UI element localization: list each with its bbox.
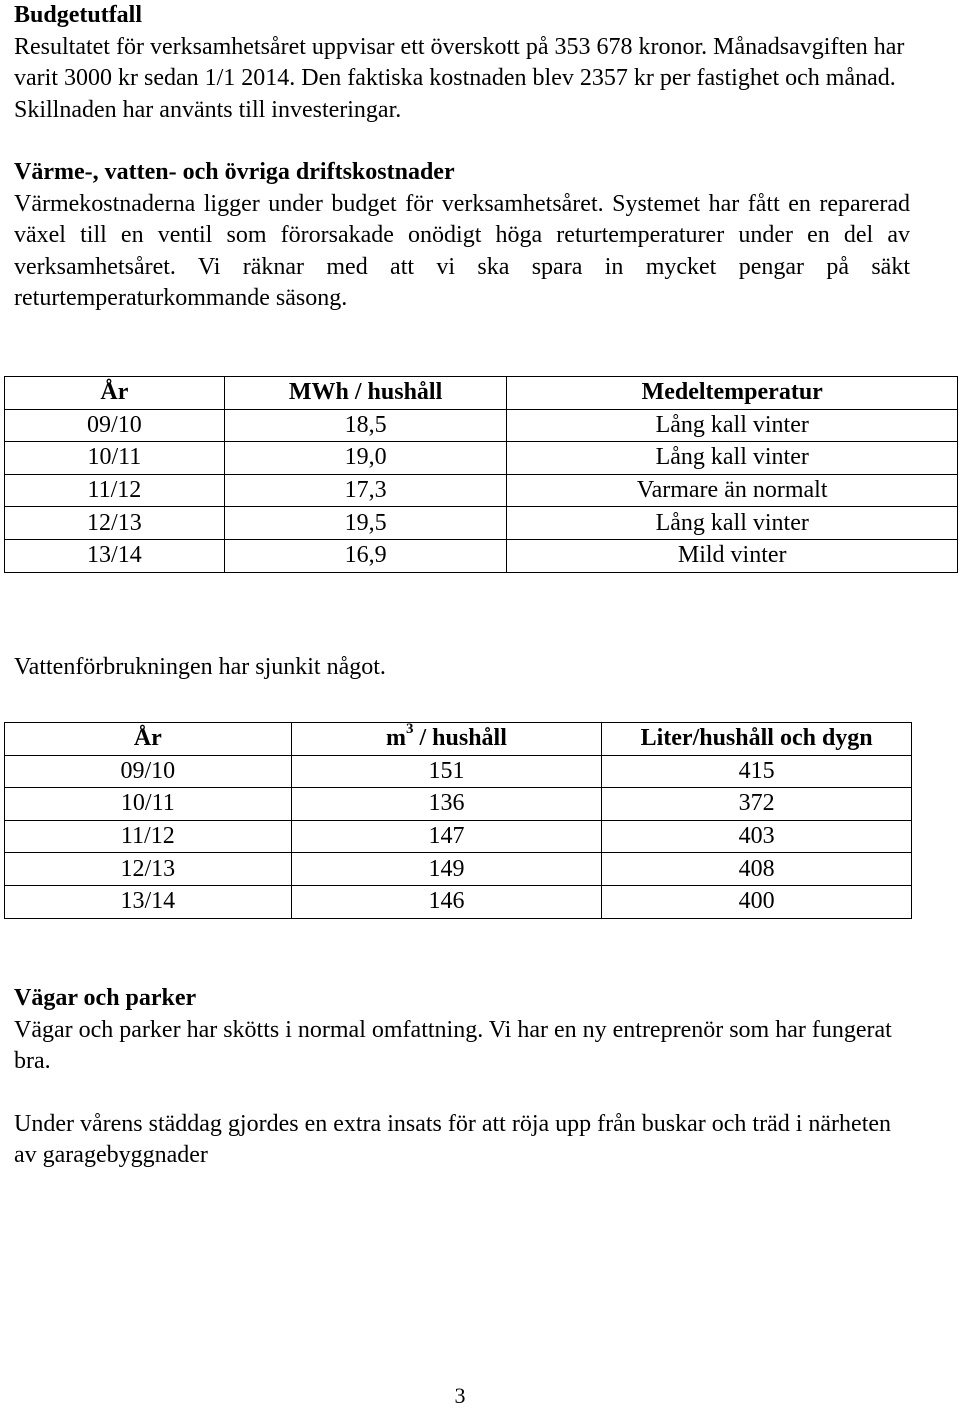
table-cell: 400 bbox=[602, 885, 912, 918]
table-cell: 149 bbox=[291, 853, 602, 886]
table-cell: Lång kall vinter bbox=[507, 442, 958, 475]
roads-section bbox=[14, 983, 910, 1172]
table-header-row bbox=[5, 377, 958, 410]
unit-exponent: 3 bbox=[405, 721, 414, 738]
table-cell: 19,5 bbox=[224, 507, 507, 540]
table-cell: 146 bbox=[291, 885, 602, 918]
heat-consumption-table bbox=[4, 376, 958, 573]
table-cell: 408 bbox=[602, 853, 912, 886]
roads-heading: Vägar och parker bbox=[14, 985, 197, 1011]
table-cell: Varmare än normalt bbox=[507, 474, 958, 507]
column-header-cubic-meters bbox=[291, 723, 602, 756]
table-row bbox=[5, 755, 912, 788]
page-number: 3 bbox=[454, 1383, 466, 1408]
table-row bbox=[5, 507, 958, 540]
table-row bbox=[5, 885, 912, 918]
table-row bbox=[5, 474, 958, 507]
water-intro-text: Vattenförbrukningen har sjunkit något. bbox=[14, 654, 386, 680]
table-row bbox=[5, 853, 912, 886]
heating-heading: Värme-, vatten- och övriga driftskostnader bbox=[14, 159, 455, 185]
budget-heading: Budgetutfall bbox=[14, 2, 143, 28]
table-cell: 13/14 bbox=[5, 539, 225, 572]
table-row bbox=[5, 442, 958, 475]
column-header-mwh: MWh / hushåll bbox=[224, 377, 507, 410]
table-row bbox=[5, 788, 912, 821]
table-cell: 10/11 bbox=[5, 442, 225, 475]
column-header-year: År bbox=[5, 723, 292, 756]
unit-text: m bbox=[385, 725, 406, 752]
table-cell: 151 bbox=[291, 755, 602, 788]
table-cell: 136 bbox=[291, 788, 602, 821]
table-cell: Lång kall vinter bbox=[507, 409, 958, 442]
budget-paragraph: Resultatet för verksamhetsåret uppvisar ett överskott på 353 678 kronor. Månadsavgiften har varit 3000 kr sedan 1/1 2014. Den faktiska kostnaden blev 2357 kr per fastighet och månad. Skillnaden har använts till investeringar. bbox=[14, 33, 905, 123]
table-cell: 372 bbox=[602, 788, 912, 821]
table-cell: 09/10 bbox=[5, 755, 292, 788]
column-header-mean-temperature: Medeltemperatur bbox=[507, 377, 958, 410]
table-cell: 415 bbox=[602, 755, 912, 788]
water-consumption-table bbox=[4, 722, 912, 919]
cleanup-paragraph: Under vårens städdag gjordes en extra insats för att röja upp från buskar och träd i närheten av garagebyggnader bbox=[14, 1110, 892, 1168]
table-cell: 09/10 bbox=[5, 409, 225, 442]
table-cell: Lång kall vinter bbox=[507, 507, 958, 540]
document-body bbox=[14, 0, 910, 315]
table-header-row bbox=[5, 723, 912, 756]
table-cell: 19,0 bbox=[224, 442, 507, 475]
table-row bbox=[5, 820, 912, 853]
table-row bbox=[5, 409, 958, 442]
table-cell: Mild vinter bbox=[507, 539, 958, 572]
roads-paragraph: Vägar och parker har skötts i normal omfattning. Vi har en ny entreprenör som har fungerat bra. bbox=[14, 1016, 892, 1074]
table-row bbox=[5, 539, 958, 572]
table-cell: 11/12 bbox=[5, 474, 225, 507]
column-header-year: År bbox=[5, 377, 225, 410]
table-cell: 12/13 bbox=[5, 507, 225, 540]
table-cell: 147 bbox=[291, 820, 602, 853]
table-cell: 13/14 bbox=[5, 885, 292, 918]
table-cell: 403 bbox=[602, 820, 912, 853]
table-cell: 11/12 bbox=[5, 820, 292, 853]
column-header-liters-per-day: Liter/hushåll och dygn bbox=[602, 723, 912, 756]
table-cell: 12/13 bbox=[5, 853, 292, 886]
table-cell: 16,9 bbox=[224, 539, 507, 572]
table-cell: 10/11 bbox=[5, 788, 292, 821]
unit-suffix: / hushåll bbox=[413, 725, 507, 752]
table-cell: 18,5 bbox=[224, 409, 507, 442]
heating-paragraph: Värmekostnaderna ligger under budget för verksamhetsåret. Systemet har fått en reparerad växel till en ventil som förorsakade onödigt höga returtemperaturer under en del av verksamhetsåret. Vi räknar med att vi ska spara in mycket pengar på säkt returtemperaturkommande säsong. bbox=[14, 190, 910, 311]
table-cell: 17,3 bbox=[224, 474, 507, 507]
